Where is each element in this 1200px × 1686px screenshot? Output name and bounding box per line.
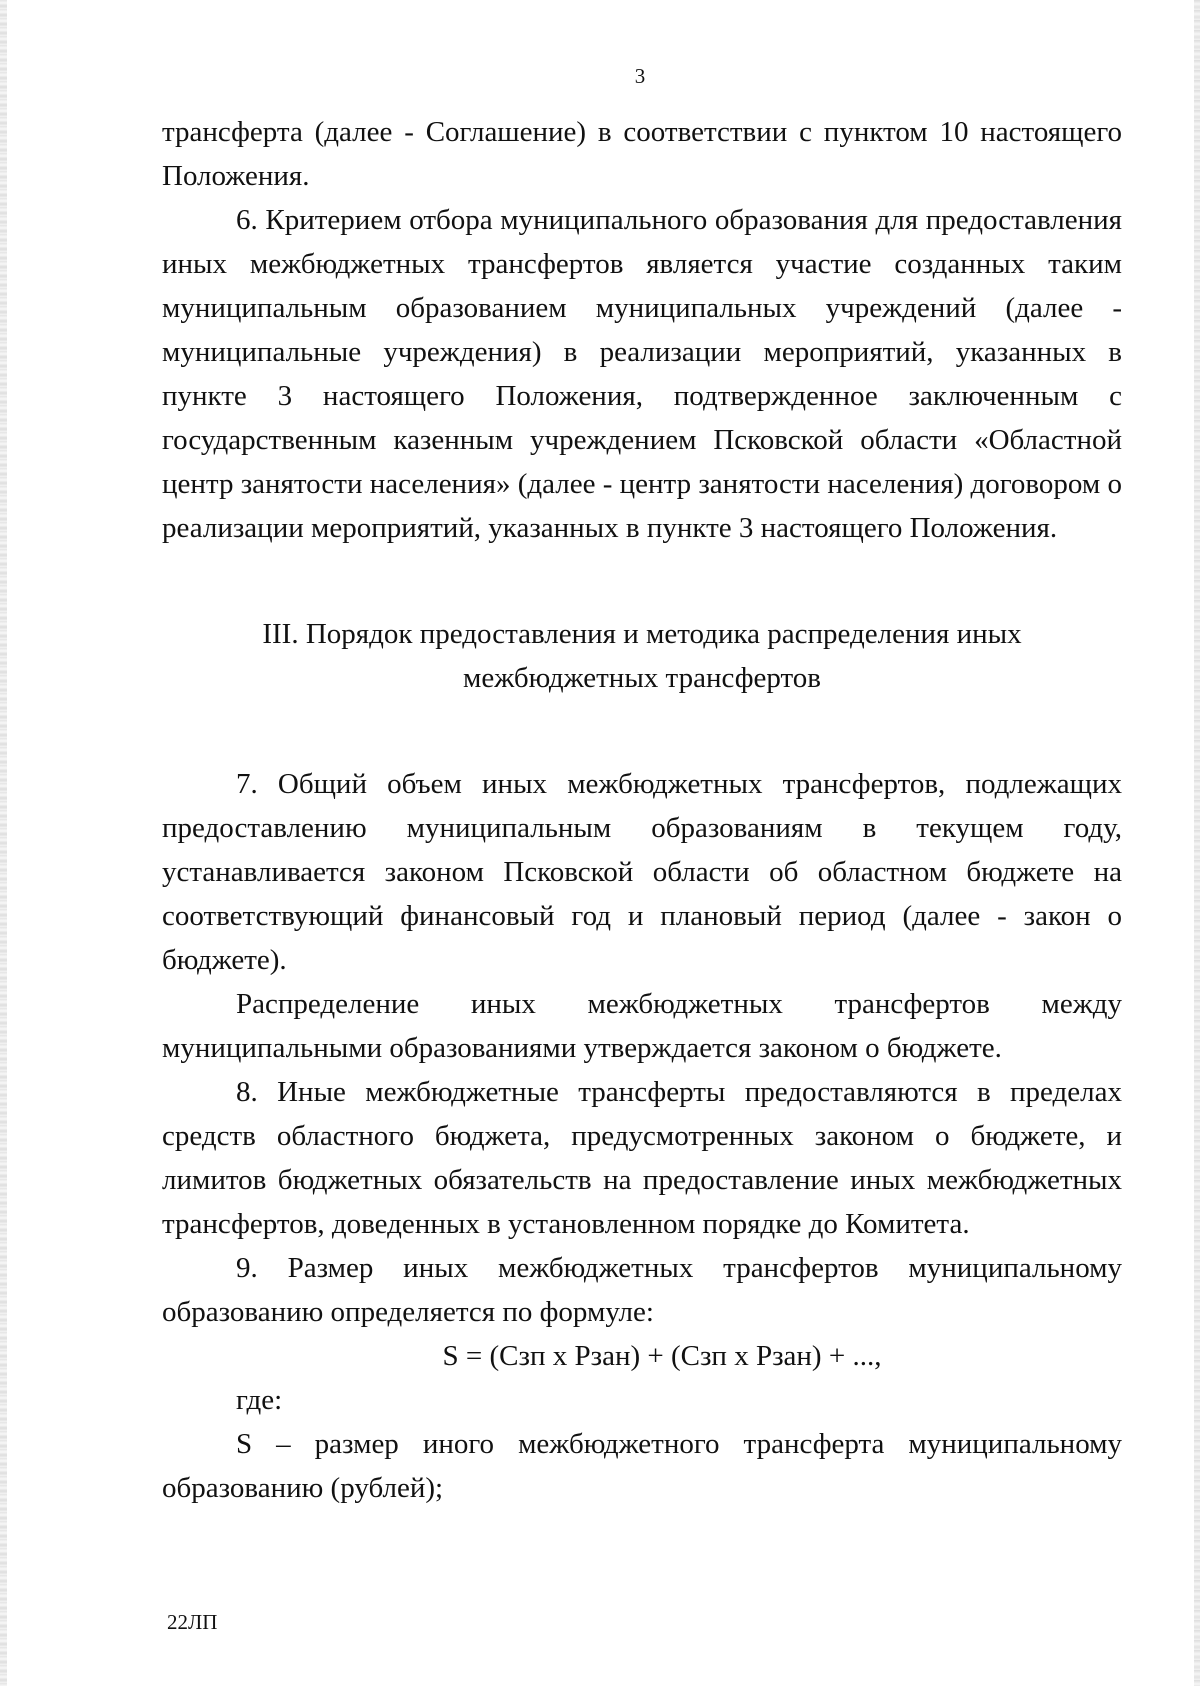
document-body [162,110,1122,1510]
scan-edge-left [0,0,7,1686]
paragraph-s-definition: S – размер иного межбюджетного трансферта муниципальному образованию (рублей); [162,1428,1122,1504]
section-heading-line-1: III. Порядок предоставления и методика распределения иных [262,618,1022,650]
section-heading-line-2: межбюджетных трансфертов [463,662,821,694]
where-label: где: [236,1384,283,1416]
paragraph-7: 7. Общий объем иных межбюджетных трансфертов, подлежащих предоставлению муниципальным образованиям в текущем году, устанавливается законом Псковской области об областном бюджете на соответствующий финансовый год и плановый период (далее - закон о бюджете). [162,768,1122,976]
formula: S = (Сзп х Рзан) + (Сзп х Рзан) + ..., [442,1340,882,1372]
paragraph-6: 6. Критерием отбора муниципального образования для предоставления иных межбюджетных трансфертов является участие созданных таким муниципальным образованием муниципальных учреждений (далее - муниципальные учреждения) в реализации мероприятий, указанных в пункте 3 настоящего Положения, подтвержденное заключенным с государственным казенным учреждением Псковской области «Областной центр занятости населения» (далее - центр занятости населения) договором о реализации мероприятий, указанных в пункте 3 настоящего Положения. [162,204,1122,544]
paragraph-continuation: трансферта (далее - Соглашение) в соответствии с пунктом 10 настоящего Положения. [162,116,1122,192]
section-heading [162,612,1122,700]
scan-edge-right [1194,0,1200,1686]
page-number: 3 [634,64,646,88]
paragraph-9: 9. Размер иных межбюджетных трансфертов муниципальному образованию определяется по формуле: [162,1252,1122,1328]
footer-document-code: 22ЛП [167,1610,218,1634]
paragraph-8: 8. Иные межбюджетные трансферты предоставляются в пределах средств областного бюджета, предусмотренных законом о бюджете, и лимитов бюджетных обязательств на предоставление иных межбюджетных трансфертов, доведенных в установленном порядке до Комитета. [162,1076,1122,1240]
paragraph-7-distribution: Распределение иных межбюджетных трансфертов между муниципальными образованиями утверждается законом о бюджете. [162,988,1122,1064]
